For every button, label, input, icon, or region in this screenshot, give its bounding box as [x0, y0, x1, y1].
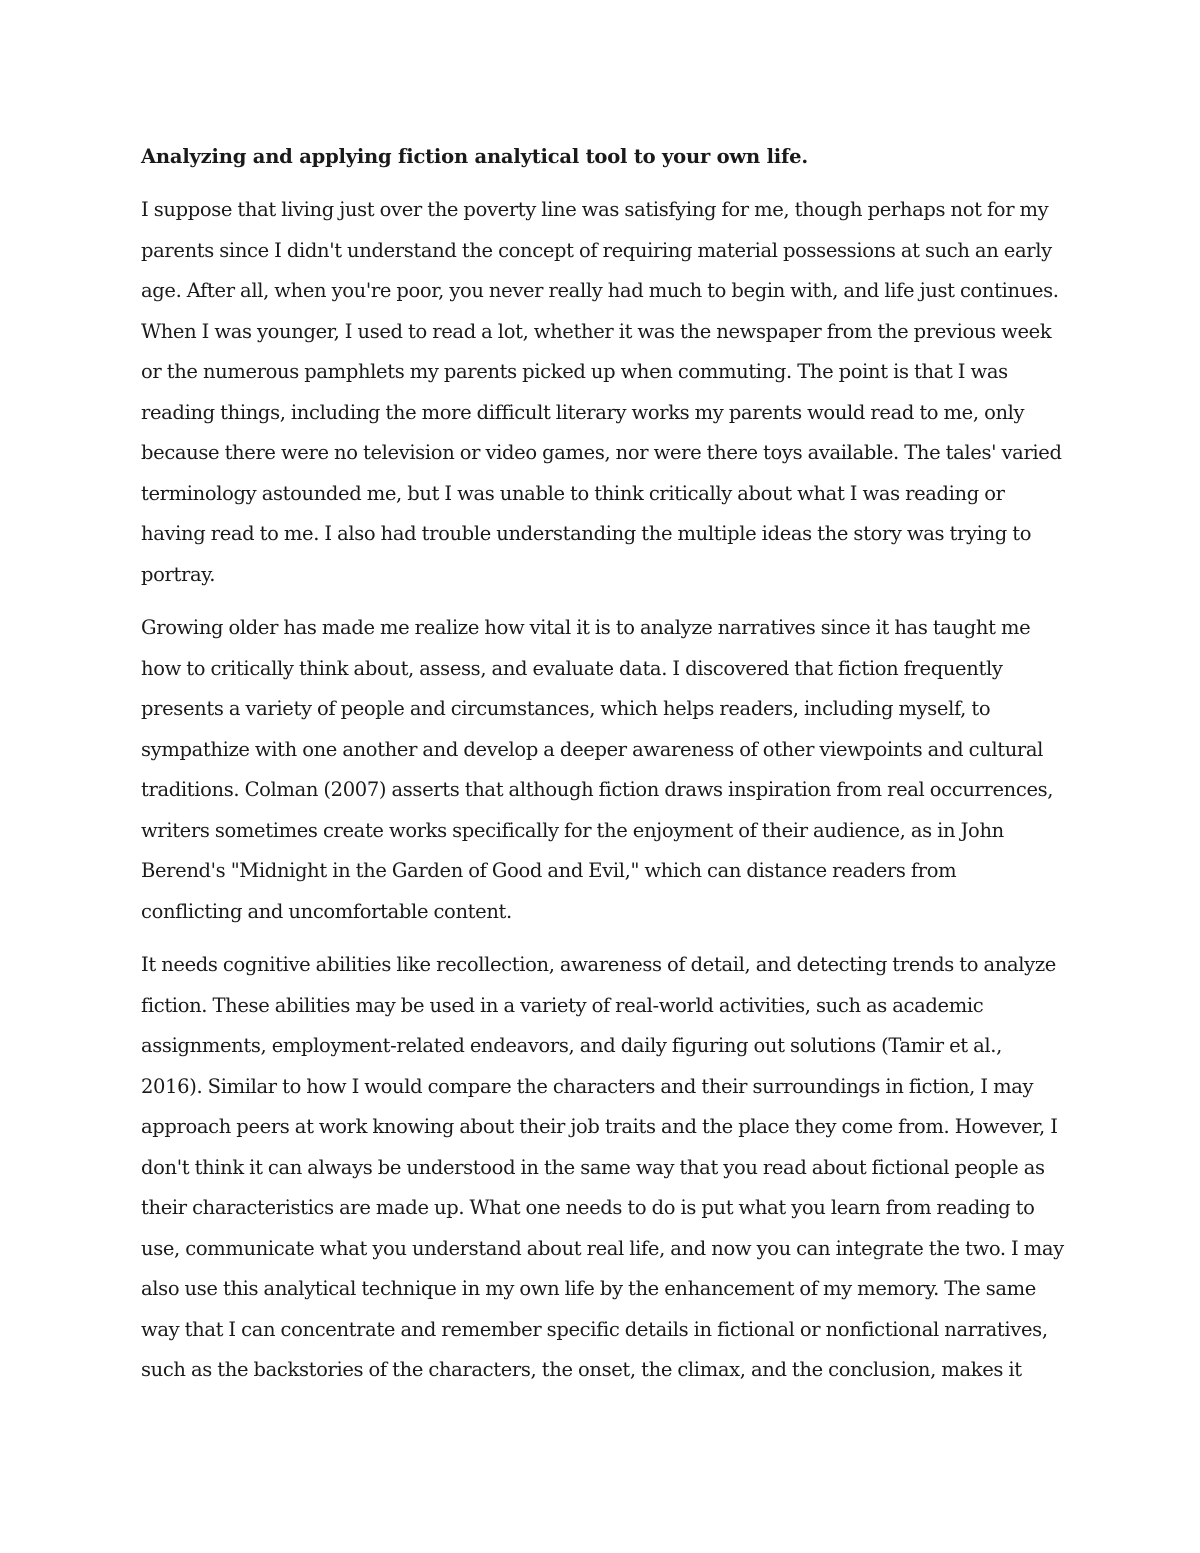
text-line: writers sometimes create works specifically for the enjoyment of their audience, as in John: [141, 818, 1004, 842]
text-line: age. After all, when you're poor, you never really had much to begin with, and life just continues.: [141, 279, 1059, 302]
text-line: way that I can concentrate and remember specific details in fictional or nonfictional narratives,: [141, 1317, 1048, 1341]
document-body: [141, 140, 1064, 1404]
text-line: having read to me. I also had trouble understanding the multiple ideas the story was trying to: [141, 522, 1032, 545]
text-line: conflicting and uncomfortable content.: [141, 899, 512, 923]
text-line: I suppose that living just over the poverty line was satisfying for me, though perhaps not for my: [141, 198, 1049, 221]
text-line: fiction. These abilities may be used in a variety of real-world activities, such as academic: [141, 993, 984, 1017]
text-line: Berend's "Midnight in the Garden of Good and Evil," which can distance readers from: [141, 859, 957, 882]
text-line: portray.: [141, 562, 216, 586]
text-line: terminology astounded me, but I was unable to think critically about what I was reading or: [141, 481, 1005, 505]
text-line: reading things, including the more difficult literary works my parents would read to me, only: [141, 400, 1025, 424]
paragraph-3: [141, 945, 1064, 1391]
text-line: presents a variety of people and circumstances, which helps readers, including myself, to: [141, 697, 991, 720]
text-line: how to critically think about, assess, and evaluate data. I discovered that fiction frequently: [141, 656, 1003, 680]
text-line: 2016). Similar to how I would compare the characters and their surroundings in fiction, I may: [141, 1074, 1034, 1098]
text-line: Growing older has made me realize how vital it is to analyze narratives since it has taught me: [141, 616, 1031, 639]
text-line: their characteristics are made up. What one needs to do is put what you learn from reading to: [141, 1196, 1035, 1219]
text-line: approach peers at work knowing about their job traits and the place they come from. However, I: [141, 1115, 1058, 1138]
text-line: or the numerous pamphlets my parents picked up when commuting. The point is that I was: [141, 360, 1008, 383]
text-line: because there were no television or video games, nor were there toys available. The tales' varied: [141, 441, 1062, 464]
text-line: sympathize with one another and develop a deeper awareness of other viewpoints and cultural: [141, 737, 1044, 761]
text-line: assignments, employment-related endeavors, and daily figuring out solutions (Tamir et al.,: [141, 1034, 1002, 1057]
paragraph-2: [141, 608, 1061, 932]
text-line: When I was younger, I used to read a lot, whether it was the newspaper from the previous week: [141, 319, 1052, 343]
text-line: also use this analytical technique in my own life by the enhancement of my memory. The same: [141, 1277, 1036, 1300]
document-title: Analyzing and applying fiction analytical tool to your own life.: [141, 145, 808, 168]
text-line: such as the backstories of the characters, the onset, the climax, and the conclusion, makes it: [141, 1358, 1022, 1381]
text-line: don't think it can always be understood in the same way that you read about fictional people as: [141, 1155, 1045, 1179]
text-line: It needs cognitive abilities like recollection, awareness of detail, and detecting trends to analyze: [141, 953, 1056, 976]
text-line: use, communicate what you understand about real life, and now you can integrate the two. I may: [141, 1236, 1064, 1260]
paragraph-1: [141, 190, 1061, 595]
text-line: parents since I didn't understand the concept of requiring material possessions at such an early: [141, 238, 1052, 262]
text-line: traditions. Colman (2007) asserts that although fiction draws inspiration from real occurrences,: [141, 778, 1054, 801]
